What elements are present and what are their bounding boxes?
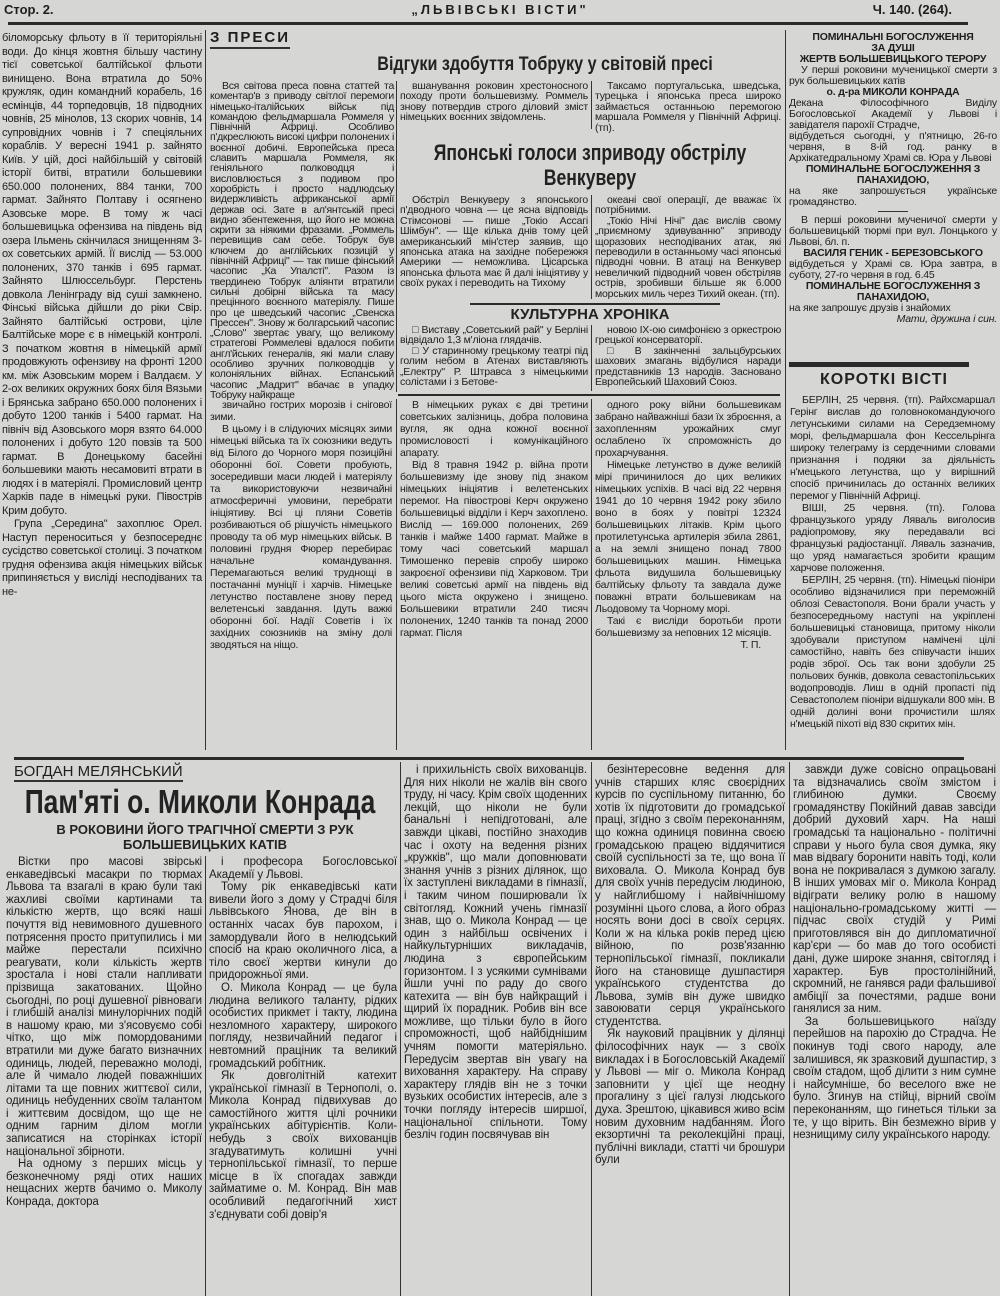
divider — [14, 757, 964, 760]
column-divider — [400, 762, 401, 1296]
konrad-col-2 — [209, 856, 397, 1221]
press-col-2 — [400, 81, 588, 123]
paragraph: □ Виставу „Советський рай" у Берліні відвідало 1,3 м'ліона глядачів. — [400, 324, 588, 347]
section-label: З ПРЕСИ — [210, 29, 290, 49]
paragraph: новою ІХ-ою симфонією з оркестрою грецької консерваторії. — [595, 324, 781, 347]
divider — [789, 362, 969, 367]
memorial-service: ПОМИНАЛЬНЕ БОГОСЛУЖЕННЯ З ПАНАХИДОЮ, — [805, 163, 981, 186]
column-divider — [591, 325, 592, 391]
paragraph: Обстріл Венкуверу з японського п'дводного човна — це ясна відповідь Стімсонові — пише „Токіо Ассагі Шімбун". — Ще кілька днів тому цей американський мін'стер заявив, що японська атака на західне побережжя Америки — неможлива. Цісарська японська фльота має й далі ініціятиву у своїх руках і переводить на Тихому — [400, 194, 588, 290]
column-divider — [591, 399, 592, 750]
paragraph: Таксамо португальська, шведська, турецька і японська преса широко займається останньою перемогою маршала Роммеля у Північній Африці. (тп). — [595, 80, 781, 134]
paragraph: В німецьких руках є дві третини советських залізниць, добра половина вугля, як одна кожної воєнної промисловості і комунікаційного апарату. — [400, 399, 588, 459]
memorial-text: на яке запрошується українське громадянство. — [789, 185, 997, 208]
konrad-col-3 — [404, 764, 587, 1142]
memorial-text: на яке запрошує друзів і знайомих — [789, 302, 951, 314]
paragraph: безінтересовне ведення для учнів старших кляс своєрідних курсів по суспільному питанню, бо хотів їх підготовити до громадської праці, згідно з своїм переконанням, що кожна одиниця повинна своєю громадською працею віддячитися своїй суспільності за те, що вона її виховала. О. Микола Конрад був для своїх учнів передусім людиною, у найглибшому і найвічнішому розумінні цього слова, а його образ носять вони досі в своїх серцях. Коли ж на кілька років перед цією війною, по розв'язанню тернопільської гімназії, покликали його на становище душпастиря українського студентства до Львова, зумів він дуже швидко завоювати серця українського студентства. — [595, 764, 785, 1028]
column-divider — [591, 195, 592, 299]
memorial-service: ПОМИНАЛЬНЕ БОГОСЛУЖЕННЯ З ПАНАХИДОЮ, — [805, 280, 981, 303]
paragraph: Німецьке летунство в дуже великій мірі причинилося до цих великих німецьких успіхів. В часі від 22 червня 1941 до 10 червня 1942 року збило воно в боях у повітрі 12324 большевицьких літаків. Крім цього протилетунська артилерія збила 2861, а на землі знищено понад 7800 большевицьких машин. Німецька фльота видушила большевицьку балтійську фльоту та завдала дуже поважні втрати большевикам на Льодовому та Чорному морі. — [595, 459, 781, 615]
memorial-notices — [789, 32, 997, 325]
konrad-col-5 — [793, 764, 996, 1142]
paragraph: Тому рік енкаведівські кати вивели його з дому у Страдчі біля львівського Янова, де він в останніх часах був парохом, і замордували його в нелюдський спосіб на краю околичного ліса, а тіло своєї жертви кинули до придорожньої ями. — [209, 881, 397, 982]
memorial-text: відбудеться у Храмі св. Юра завтра, в суботу, 27-го червня в год. 6.45 — [789, 258, 997, 281]
press-col-3 — [595, 81, 781, 133]
memorial-signed: Мати, дружина і син. — [896, 313, 997, 325]
memorial-title: ЗА ДУШІ — [871, 42, 915, 54]
paragraph: □ У старинному грецькому театрі під голим небом в Атенах виставляють „Електру" Р. Штравса з німецькими солістами і з Бетове- — [400, 344, 588, 389]
column-divider — [396, 81, 397, 392]
culture-col-1 — [400, 325, 588, 387]
japan-col-1 — [400, 195, 588, 289]
paragraph: одного року війни большевикам забрано найважніші бази їх зброєння, а захопленням урожайних смуг ослаблено їх спроможність до прохарчування. — [595, 399, 781, 459]
memorial-text: Декана Філософічного Виділу Богословської Академії у Львові і завідателя парохії Страдче, — [789, 97, 997, 131]
war-col-3-text — [595, 399, 781, 639]
paragraph: За большевицького наїзду перейшов на парохію до Страдча. Не покинув тоді свого народу, але залишився, як зразковий душпастир, з своїм стадом, щоб ділити з ним сумне і найсумніше, бо веселого вже не було. Згинув на стійці, вірний своїм переконанням, що гинеться тільки за те, у що вірить. Він безмежно вірив у незнищиму силу українського народу. — [793, 1015, 996, 1142]
section-headline: КУЛЬТУРНА ХРОНІКА — [510, 306, 670, 323]
memorial-title: ЖЕРТВ БОЛЬШЕВИЦЬКОГО ТЕРОРУ — [799, 53, 987, 65]
memorial-name: ВАСИЛЯ ГЕНИК - БЕРЕЗОВСЬКОГО — [803, 247, 983, 259]
signature: Т. П. — [740, 639, 761, 651]
column-divider — [396, 399, 397, 750]
column-divider — [789, 762, 790, 1296]
paragraph: Такі є висліди боротьби проти большевизму за неповних 12 місяців. — [595, 615, 781, 639]
konrad-col-1 — [6, 856, 202, 1209]
divider — [470, 303, 720, 305]
paragraph: біломорську фльоту в її територіяльні води. До кінця жовтня більшу частину тієї советської балтійської фльоти винищено. Вона втратила до 50% кружляк, один командний корабель, 16 есмінців, 44 торпедовців, 18 підводних човнів, 25 мінолов, 13 скорих човнів, 14 супровідних човнів і 7 спеціяльних кораблів. У вересні 1941 р. зайнято Київ. У цій, досі найбільшій у світовій історії битві, втратили большевики 650.000 полонених, 884 танки, 700 гармат. Зайнято Полтаву і осягнено Азовське море. В тому ж часі большевицька офензива на південь від озера Ільмень скінчилася знищенням 3-ох советських армій. Її вислід — 53.000 полонених, 370 танків і 695 гармат. Зайнято Шлюссельбург. Перстень довкола Ленінграду від суші замкнено. Фінські війська дійшли до ріки Свір. Зайнято балтійські острови, ціле Балтійське море є в німецькій контролі. З початком жовтня в німецькій армії продовжують офензиву на фронті 1200 км. між Азовським морем і Валдаєм. У 2-ох великих окружних боях біля Вязьми і Брянська забрано 650.000 полонених і добуто 1200 танків і 5400 гармат. На північ від Азовського моря взято 64.000 полонених і добуто 120 повзів та 500 гармат. В Донецькому басейні большевики мають несамовиті втрати в людях і в матеріялі. Промисловий центр Харків паде в німецькі руки. Півострів Крим добуто. — [2, 32, 202, 517]
column-divider — [205, 856, 206, 1296]
paragraph: завжди дуже совісно опрацьовані та відзначались своїм змістом і глибиною думки. Своєму громадянству Покійний давав завсіди добрий духовий харч. На наші громадські та національно - політичні справи у нього була своя думка, яку мав відвагу боронити навіть тоді, коли вона не покривалася з думкою загалу. В інших умовах міг о. Микола Конрад відіграти велику ролю в нашому національно-громадському житті — підчас своїх студій у Римі приготовлявся він до дипломатичної кар'єри — бо мав до того особисті дані, дуже широке знання, світогляд і характер. Був простолінійний, скромний, не ганявся ради фальшивої амбіції за почестями, радше вони ганялися за ним. — [793, 764, 996, 1016]
left-column — [2, 32, 202, 599]
culture-col-2 — [595, 325, 781, 387]
paragraph: звичайно гострих морозів і снігової зими. — [210, 399, 392, 423]
paragraph: ВІШІ, 25 червня. (тп). Голова французького уряду Ляваль виголосив радіопромову, яку передавали всі французькі радіостанції. Ляваль зазначив, що уряд намагається зробити кращим харчове положення. — [790, 502, 995, 574]
paragraph: БЕРЛІН, 25 червня. (тп). Німецькі піоніри особливо відзначилися при переможній облозі Севастополя. Вони брали участь у безпосередньому наступі на укріплені большевицькі становища, притому ніколи здобували приступом намічені цілі самостійно, навіть без співучасти інших родів зброї. Ось так вони здобули 25 польових бунків, довкола севастопільських водопроводів. Лиш в одній пропасті під Севастополем піоніри відшукали 800 мін. В одній долині вони прочистили шлях н'мецькій піхоті від 830 скритих мін. — [790, 574, 995, 730]
memorial-text: відбудеться сьогодні, у п'ятницю, 26-го червня, в 8-ій год. ранку в Архікатедральному Храмі св. Юра у Львові — [789, 130, 997, 164]
column-divider — [591, 762, 592, 1296]
article-author: БОГДАН МЕЛЯНСЬКИЙ — [14, 763, 183, 780]
paragraph: і професора Богословської Академії у Львові. — [209, 856, 397, 881]
konrad-col-4 — [595, 764, 785, 1167]
short-news — [790, 394, 995, 730]
divider — [398, 394, 780, 396]
paragraph: „Токіо Нічі Нічі" дає вислів свому „приємному здивуванню" зприводу щоразових несподіваних атак, які переводили в останньому часі японські підводні човни. В атаці на Венкувер невеличкий підводний човен обстріляв острів, зробивши більше як 6.000 морських миль через Тихий океан. (тп). — [595, 214, 781, 300]
paragraph: і прихильність своїх вихованців. Для них ніколи не жалів він свого труду, ні часу. Крім своїх щоденних лекцій, що ніколи не були банальні і непідготовані, але завжди цікаві, постійно знаходив час і охоту на ведення різних „кружків", що мали доповнювати знання учнів з різних ділянок, що їх заступлені викладами в гімназії, і таким чином поширювали їх світогляд. Кожний учень гімназії знав, що о. Микола Конрад — це один з найбільш освічених і найкультурніших викладачів, людина з європейським горизонтом. І з усякими сумнівами йшли учні по раду до свого катехита — він був найкращий і щирий їх порадник. Робив він все можливе, що тільки було в його спроможності, щоб найбіднішим учням помогти матеріяльно. Передусім звертав він увагу на виховання характеру. На справу характеру глядів він не з точки вузьких особистих інтересів, але з точки погляду інтересів ширшої, національної спільноти. Тому безліч годин посвячував він — [404, 764, 587, 1142]
paragraph: БЕРЛІН, 25 червня. (тп). Райхсмаршал Герінг вислав до головнокомандуючого летунськими силами на Середземному морі, фельдмаршала фон Кессельрінга широку телеграму із сердечними словами признання і подяки за діяльність н'мецького летунства, що у вирішний спосіб причинилась до останніх великих перемог у Північній Африці. — [790, 394, 995, 502]
article-headline: Пам'яті о. Миколи Конрада — [24, 783, 376, 820]
paragraph: Як довголітній катехит української гімназії в Тернополі, о. Микола Конрад підвихував до самостійного життя цілі рочники українських абітурієнтів. Коли-небудь з своїх вихованців згадуватимуть колишні учні тернопільської гімназії, то перше місце в їх спогадах завжди займатиме о. М. Конрад. Він мав особливий педагогічний хист з'єднувати собі довір'я — [209, 1070, 397, 1221]
paragraph: Вся світова преса повна статтей та коментар'в з приводу світлої перемоги німецько-італійських військ під командою фельдмаршала Роммеля у Північній Африці. Особливо п'дкреслюють високі цифри полонених і воєнної добичі. Европейська преса славить маршала Роммеля, як геніяльного полководця і висловлюється з подивом про хоробрість і просто надлюдську видержливість африканської армії держав осі. Зате в ал'янтській пресі видно збентеження, що його не можна скрити за ніякими фразами. „Роммель перевищив сам себе. Тобрук був ключем до англійських позицій у північній Африці" — так пише фінський часопис „Ка Упалсті". Разом із твердинею Тобрук аліянти втратили сильні добірні війська та масу прецінного воєнного матеріялу. Пише про це шведський часопис „Свенска Прессен". Знову ж болгарський часопис „Слово" звертає увагу, що великому стратегові Роммелеві вдалося побити англ'йських генералів, які мали славу особливо зручних полководців у колоніяльних війнах. Еспанський часопис „Мадрит" вбачає в упадку Тобруку найкраще — [210, 80, 394, 401]
paragraph: Вістки про масові звірські енкаведівські масакри по тюрмах Львова та взагалі в краю були такі жахливі своїми картинами та кількістю жертв, що всякі наші почуття від невимовного душевного потрясення просто притупились і ми майже перестали психічно реагувати, коли кількість жертв зростала і нові стали напливати прізвища закатованих. Щойно сьогодні, по році душевної рівноваги і глибшій аналізі минулорічних подій в нашому краю, ми з'ясовуємо собі чітко, що між помордованими втратили ми дуже багато визначних одиниць, людей, переважно молоді, але й чимало людей поважніших літами та ще повних життєвої сили, одиниць небуденних своїм талантом і життєвим досвідом, що ще не одним гарним ділом могли записатися на сторінках історії національної збірноти. — [6, 856, 202, 1158]
memorial-text: У перші роковини мученицької смерти з рук большевицьких катів — [789, 64, 997, 87]
paragraph: О. Микола Конрад — це була людина великого таланту, рідких особистих прикмет і такту, людина незломного характеру, широкого погляду, незвичайний педагог і невтомний праціник та великий громадський робітник. — [209, 981, 397, 1070]
paragraph: Група „Середина" захоплює Орел. Наступ переноситься у безпосереднє сусідство советської столиці. З початком грудня офензива акція німецьких військ припиняється у висліді несподіваних та не- — [2, 518, 202, 598]
war-col-1 — [210, 399, 392, 651]
memorial-title: ПОМИНАЛЬНІ БОГОСЛУЖЕННЯ — [812, 31, 974, 43]
article-headline: Японські голоси зприводу обстрілу Венкуверу — [433, 140, 747, 190]
press-col-1 — [210, 81, 394, 400]
newspaper-title: „ЛЬВІВСЬКІ ВІСТИ" — [411, 2, 589, 17]
memorial-name: о. д-ра МИКОЛИ КОНРАДА — [826, 86, 960, 98]
paragraph: Як науковий працівник у ділянці філософічних наук — з своїх викладах і в Богословській Академії у Львові — міг о. Микола Конрад заповнити у цієї ще неодну прогалину з цієї галузі людського духа. Зрештою, цікавився живо всім новим духовним надбанням. Його екзортичні та реколекційні праці, публічні виклади, статті чи брошури були — [595, 1028, 785, 1167]
paragraph: Від 8 травня 1942 р. війна проти большевизму іде знову під знаком німецьких ініціятив і велетенських перемог. На півострові Керч окружено большевицькі відділи і Керч захоплено. Вислід — 169.000 полонених, 269 танків і майже 1400 гармат. Майже в тому часі советський маршал Тимошенко перевів спробу широко закроєної офензиви під Харковом. Три великі советські армії на південь від цього міста окружено і знищено. Большевики втратили 240 тисяч полонених, 1240 танків та понад 2000 гармат. Після — [400, 459, 588, 639]
column-divider — [205, 30, 206, 750]
article-headline: Відгуки здобуття Тобруку у світовій пресі — [377, 54, 713, 75]
paragraph: океані свої операції, де вважає їх потрібними. — [595, 194, 781, 217]
masthead-rule — [8, 22, 968, 25]
paragraph: вшанування роковин хрестоносного походу проти большевизму. Роммель знову потвердив строго діловий зміст німецьких воєнних звідомлень. — [400, 80, 588, 124]
paragraph: На одному з перших місць у безконечному ряді отих наших нещасних жертв бачимо о. Миколу Конрада, доктора — [6, 1158, 202, 1209]
section-headline: КОРОТКІ ВІСТІ — [820, 371, 948, 388]
japan-col-2 — [595, 195, 781, 299]
column-divider — [591, 81, 592, 129]
war-col-2 — [400, 399, 588, 639]
paragraph: □ В закінченні зальцбурських шахових змагань відбулися наради представників 13 народів. Засновано Европейський Шаховий Союз. — [595, 344, 781, 389]
page-number: Стор. 2. — [4, 2, 54, 17]
issue-number: Ч. 140. (264). — [872, 2, 952, 17]
paragraph: В цьому і в слідуючих місяцях зими німецькі війська та їх союзники ведуть від Білого до Чорного моря позиційні оборонні бої. Совети пробують, зосередивши маси людей і матеріялу та використовуючи незвичайні атмосферичні умовини, перебрати ініціятиву. Всі ці пляни Советів розбиваються об рішучість німецького проводу та об мур німецьких військ. В половині грудня Фюрер перебирає начальне командування. Перемагаються великі труднощі в постачанні муніції і харчів. Німецьке летунство поставлене знову перед велетенські завдання. Ідуть важкі оборонні бої. Надії Советів і їх західних союзників на зміну долі зводяться на ніщо. — [210, 423, 392, 651]
article-subheadline: В РОКОВИНИ ЙОГО ТРАГІЧНОЇ СМЕРТИ З РУК БОЛЬШЕВИЦЬКИХ КАТІВ — [56, 822, 354, 852]
column-divider — [785, 30, 786, 750]
memorial-text: В перші роковини мученичої смерти у большевицькій тюрмі при вул. Лонцького у Львові, бл. п. — [789, 214, 997, 248]
divider — [878, 211, 908, 212]
war-col-3 — [595, 399, 781, 651]
